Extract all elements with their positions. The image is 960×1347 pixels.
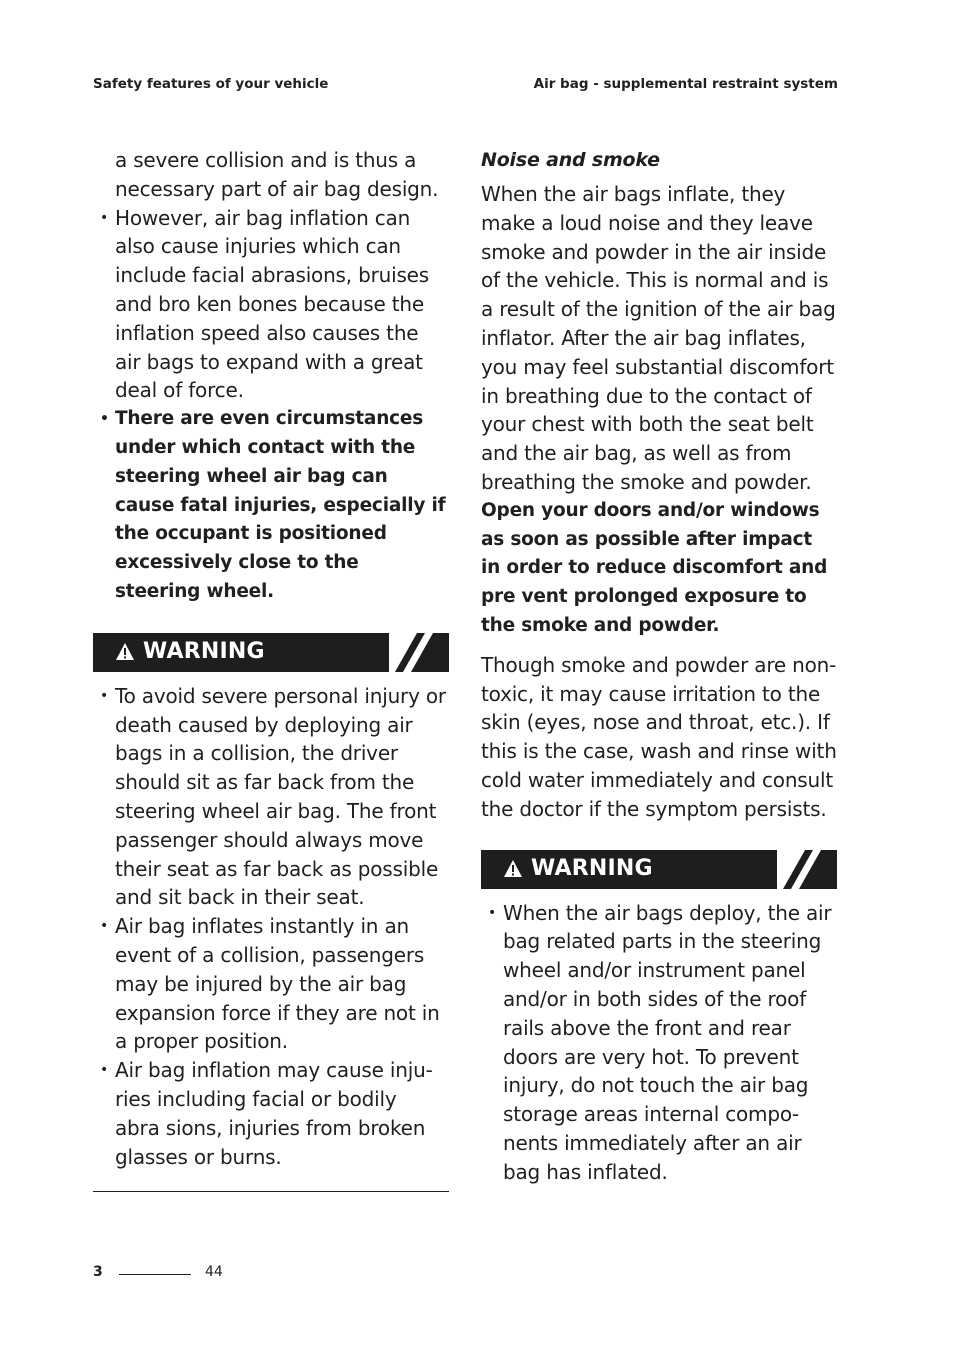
right-column — [481, 146, 837, 1187]
warning-banner — [93, 633, 449, 672]
continued-paragraph: a severe collision and is thus a necessary part of air bag design. — [115, 148, 439, 201]
chapter-number: 3 — [93, 1264, 103, 1280]
warning-triangle-icon — [115, 642, 135, 662]
footer-rule — [119, 1274, 191, 1275]
slash-decoration — [777, 850, 837, 889]
list-item: • To avoid severe personal injury or death caused by deploying air bags in a collision, the driver should sit as far back from the steering wheel air bag. The front passenger should always move their seat as far back as possible and sit back in their seat. — [93, 682, 449, 912]
warning-label: WARNING — [531, 855, 653, 881]
list-item: • When the air bags deploy, the air bag related parts in the steering wheel and/or instrument panel and/or in both sides of the roof rails above the front and rear doors are very hot. To prevent injury, do not touch the air bag storage areas internal compo nents immediately after an air bag has inflated. — [481, 899, 837, 1187]
warning-list — [481, 899, 837, 1187]
running-header-right: Air bag - supplemental restraint system — [533, 76, 838, 92]
warning-triangle-icon — [503, 859, 523, 879]
section-heading: Noise and smoke — [481, 149, 660, 171]
warning-label: WARNING — [143, 638, 265, 664]
slash-decoration — [389, 633, 449, 672]
section-divider — [93, 1191, 449, 1192]
paragraph: When the air bags inflate, they make a loud noise and they leave smoke and powder in the air inside of the vehicle. This is normal and is a result of the ignition of the air bag inflator. After the air bag inflates, you may feel substantial discomfort in breathing due to the contact of your chest with both the seat belt and the air bag, as well as from breathing the smoke and powder. — [481, 182, 836, 494]
list-item: • However, air bag inflation can also cause injuries which can include facial abrasions, bruises and bro ken bones because the inflation speed also causes the air bags to expand with a great deal of force. — [93, 204, 449, 406]
paragraph-bold: Open your doors and/or windows as soon as possible after impact in order to reduce discomfort and pre vent prolonged exposure to the smoke and powder. — [481, 499, 828, 636]
paragraph: Though smoke and powder are non toxic, it may cause irritation to the skin (eyes, nose and throat, etc.). If this is the case, wash and rinse with cold water immediately and consult the doctor if the symptom persists. — [481, 652, 837, 821]
left-column — [93, 146, 449, 1192]
bullet-list — [93, 204, 449, 607]
warning-banner — [481, 850, 837, 889]
warning-list — [93, 682, 449, 1172]
running-header-left: Safety features of your vehicle — [93, 76, 329, 92]
page-number: 44 — [205, 1264, 223, 1280]
list-item-bold: • There are even circumstances under which contact with the steering wheel air bag can cause fatal injuries, especially if the occupant is positioned excessively close to the steering wheel. — [93, 405, 449, 607]
list-item: • Air bag inflates instantly in an event of a collision, passengers may be injured by the air bag expansion force if they are not in a proper position. — [93, 912, 449, 1056]
list-item: • Air bag inflation may cause inju ries including facial or bodily abra sions, injuries from broken glasses or burns. — [93, 1056, 449, 1171]
